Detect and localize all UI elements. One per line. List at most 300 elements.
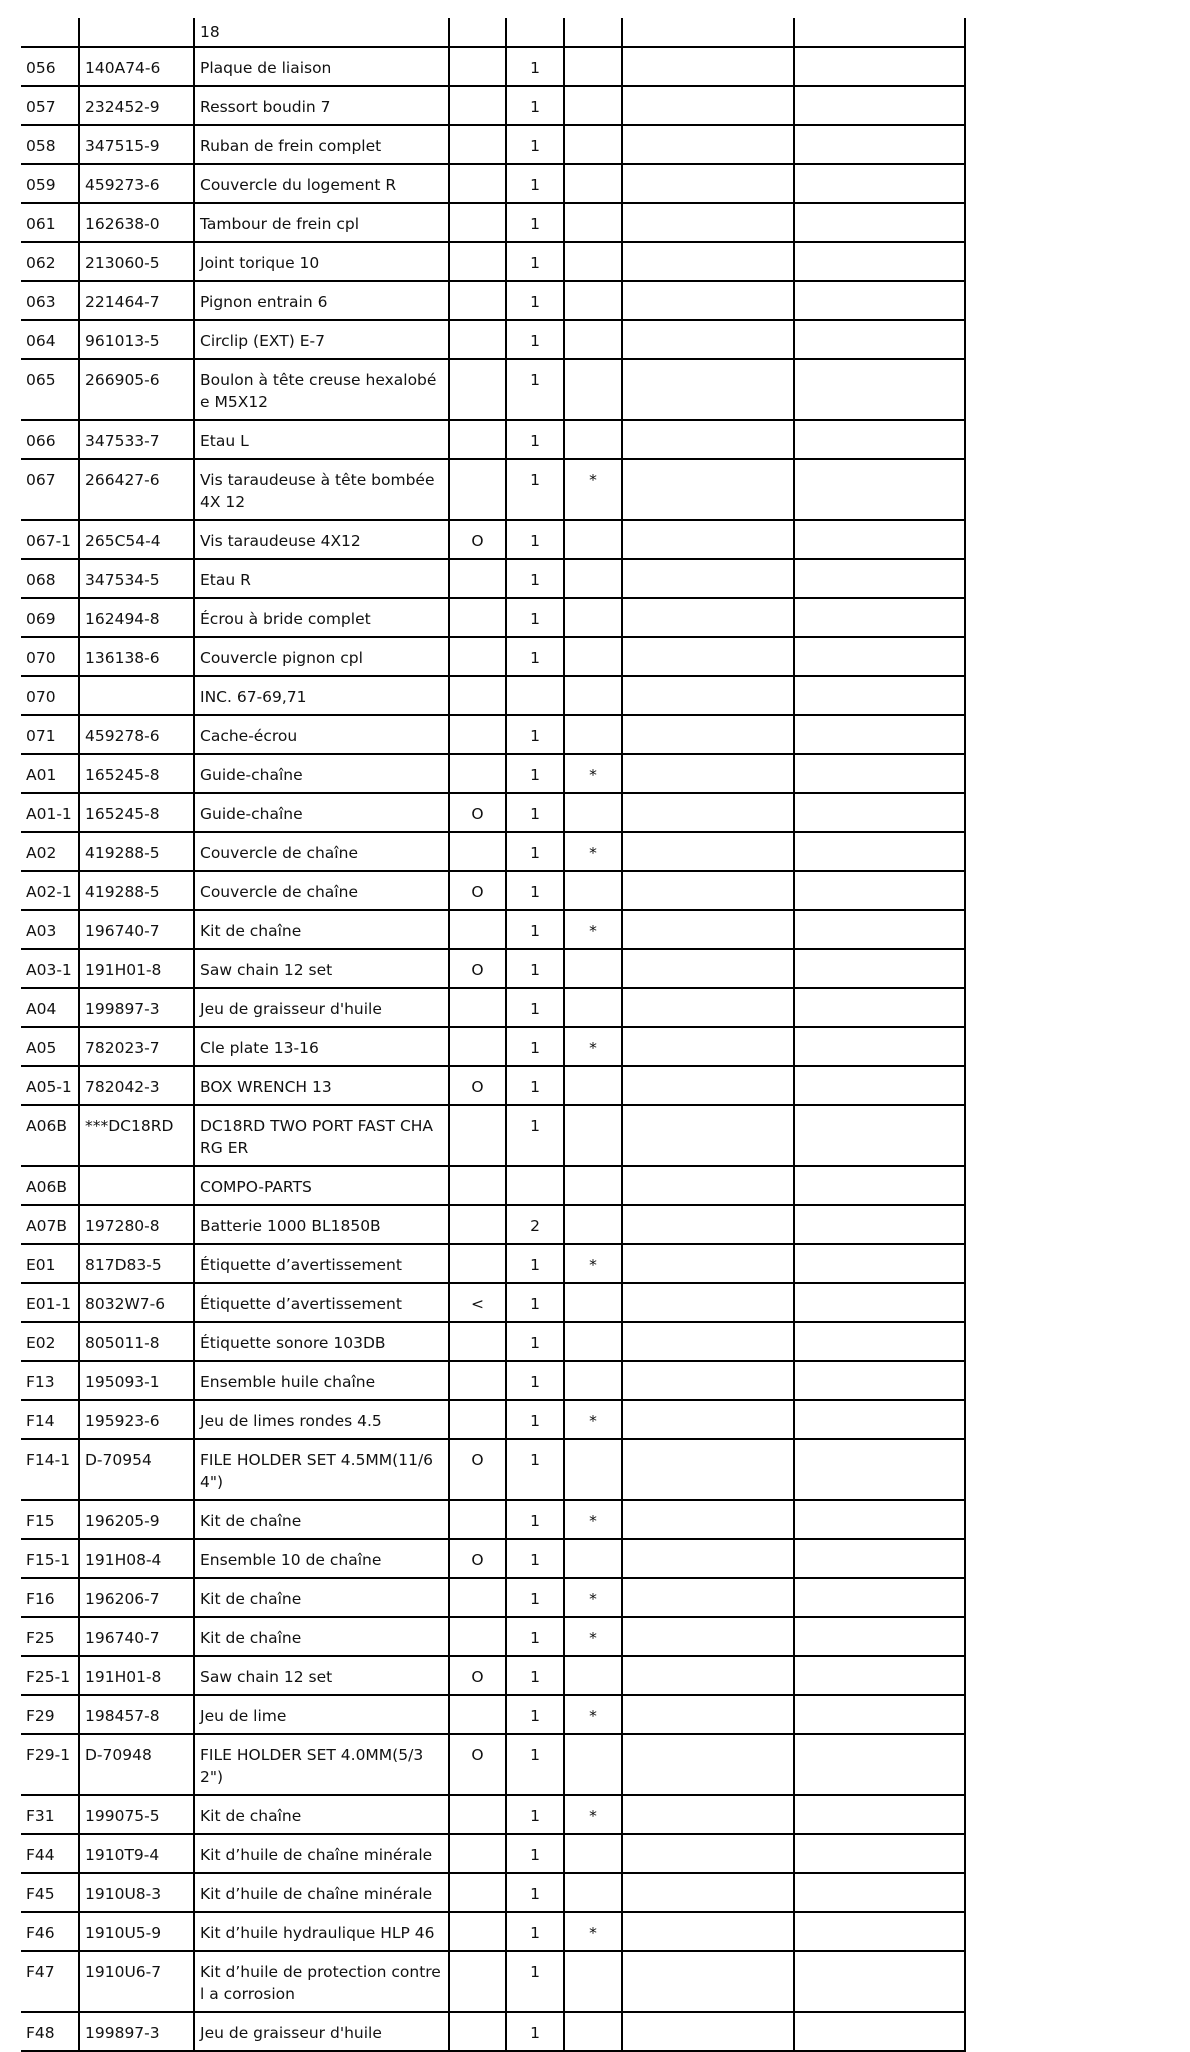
description-cell: Couvercle du logement R: [194, 164, 449, 203]
empty-cell: [794, 1244, 965, 1283]
description-cell: FILE HOLDER SET 4.5MM(11/64"): [194, 1439, 449, 1500]
part-number-cell: 232452-9: [79, 86, 194, 125]
table-row: [21, 910, 965, 949]
item-number-cell: F45: [21, 1873, 79, 1912]
part-number-cell: 191H01-8: [79, 1656, 194, 1695]
empty-cell: [794, 1166, 965, 1205]
empty-cell: [622, 203, 794, 242]
option-flag-cell: [449, 559, 506, 598]
quantity-cell: 1: [506, 1951, 564, 2012]
note-mark-cell: [564, 1439, 622, 1500]
item-number-cell: F15: [21, 1500, 79, 1539]
empty-cell: [794, 1873, 965, 1912]
item-number-cell: A05-1: [21, 1066, 79, 1105]
description-cell: Kit de chaîne: [194, 910, 449, 949]
option-flag-cell: O: [449, 949, 506, 988]
part-number-cell: 8032W7-6: [79, 1283, 194, 1322]
empty-cell: [622, 598, 794, 637]
description-cell: Ressort boudin 7: [194, 86, 449, 125]
table-row: [21, 1166, 965, 1205]
option-flag-cell: [449, 1244, 506, 1283]
option-flag-cell: O: [449, 1656, 506, 1695]
empty-cell: [794, 988, 965, 1027]
empty-cell: [794, 1400, 965, 1439]
table-row: [21, 754, 965, 793]
option-flag-cell: [449, 1166, 506, 1205]
item-number-cell: E02: [21, 1322, 79, 1361]
option-flag-cell: [449, 1500, 506, 1539]
empty-cell: [622, 1400, 794, 1439]
note-mark-cell: *: [564, 754, 622, 793]
item-number-cell: 067: [21, 459, 79, 520]
option-flag-cell: O: [449, 520, 506, 559]
description-cell: Kit d’huile de chaîne minérale: [194, 1834, 449, 1873]
empty-cell: [622, 949, 794, 988]
item-number-cell: F14-1: [21, 1439, 79, 1500]
note-mark-cell: *: [564, 459, 622, 520]
description-cell: Couvercle pignon cpl: [194, 637, 449, 676]
table-row: [21, 86, 965, 125]
table-row: [21, 1951, 965, 2012]
item-number-cell: E01-1: [21, 1283, 79, 1322]
item-number-cell: A05: [21, 1027, 79, 1066]
table-row: [21, 637, 965, 676]
option-flag-cell: O: [449, 1539, 506, 1578]
option-flag-cell: <: [449, 1283, 506, 1322]
empty-cell: [794, 1439, 965, 1500]
empty-cell: [622, 1283, 794, 1322]
quantity-cell: 1: [506, 988, 564, 1027]
item-number-cell: 056: [21, 47, 79, 86]
quantity-cell: 1: [506, 1578, 564, 1617]
empty-cell: [794, 420, 965, 459]
item-number-cell: F48: [21, 2012, 79, 2051]
table-row: [21, 1322, 965, 1361]
empty-cell: [794, 1539, 965, 1578]
empty-cell: [622, 420, 794, 459]
empty-cell: [622, 359, 794, 420]
note-mark-cell: [564, 86, 622, 125]
note-mark-cell: [564, 1539, 622, 1578]
note-mark-cell: [564, 1951, 622, 2012]
quantity-cell: 1: [506, 1027, 564, 1066]
item-number-cell: F14: [21, 1400, 79, 1439]
quantity-cell: 1: [506, 1400, 564, 1439]
description-cell: Vis taraudeuse à tête bombée 4X 12: [194, 459, 449, 520]
item-number-cell: F44: [21, 1834, 79, 1873]
quantity-cell: 1: [506, 1734, 564, 1795]
note-mark-cell: [564, 871, 622, 910]
description-cell: Ruban de frein complet: [194, 125, 449, 164]
option-flag-cell: [449, 281, 506, 320]
quantity-cell: 1: [506, 125, 564, 164]
empty-cell: [794, 637, 965, 676]
quantity-cell: 1: [506, 1834, 564, 1873]
empty-cell: [622, 1244, 794, 1283]
note-mark-cell: [564, 1361, 622, 1400]
option-flag-cell: [449, 1578, 506, 1617]
option-flag-cell: [449, 1617, 506, 1656]
empty-cell: [622, 1834, 794, 1873]
table-row: [21, 715, 965, 754]
part-number-cell: 199897-3: [79, 988, 194, 1027]
empty-cell: [794, 1734, 965, 1795]
empty-cell: [794, 1205, 965, 1244]
empty-cell: [794, 164, 965, 203]
description-cell: Kit de chaîne: [194, 1500, 449, 1539]
option-flag-cell: [449, 598, 506, 637]
part-number-cell: 198457-8: [79, 1695, 194, 1734]
description-cell: Étiquette sonore 103DB: [194, 1322, 449, 1361]
empty-cell: [622, 1873, 794, 1912]
option-flag-cell: [449, 637, 506, 676]
part-number-cell: 805011-8: [79, 1322, 194, 1361]
note-mark-cell: [564, 676, 622, 715]
table-row: [21, 1500, 965, 1539]
table-row: [21, 125, 965, 164]
part-number-cell: 199897-3: [79, 2012, 194, 2051]
part-number-cell: 1910U8-3: [79, 1873, 194, 1912]
empty-cell: [622, 164, 794, 203]
description-cell: Boulon à tête creuse hexalobée M5X12: [194, 359, 449, 420]
description-cell: Kit de chaîne: [194, 1795, 449, 1834]
option-flag-cell: [449, 832, 506, 871]
empty-cell: [794, 1834, 965, 1873]
part-number-cell: 1910U5-9: [79, 1912, 194, 1951]
table-row: [21, 359, 965, 420]
quantity-cell: 1: [506, 1322, 564, 1361]
note-mark-cell: [564, 18, 622, 47]
part-number-cell: 197280-8: [79, 1205, 194, 1244]
item-number-cell: 062: [21, 242, 79, 281]
item-number-cell: A02-1: [21, 871, 79, 910]
empty-cell: [622, 793, 794, 832]
item-number-cell: 063: [21, 281, 79, 320]
option-flag-cell: [449, 18, 506, 47]
part-number-cell: 195923-6: [79, 1400, 194, 1439]
item-number-cell: A01-1: [21, 793, 79, 832]
note-mark-cell: [564, 1734, 622, 1795]
part-number-cell: 265C54-4: [79, 520, 194, 559]
option-flag-cell: [449, 1834, 506, 1873]
note-mark-cell: [564, 359, 622, 420]
table-row: [21, 1873, 965, 1912]
description-cell: Kit d’huile hydraulique HLP 46: [194, 1912, 449, 1951]
empty-cell: [622, 459, 794, 520]
quantity-cell: 1: [506, 203, 564, 242]
empty-cell: [622, 1578, 794, 1617]
part-number-cell: 140A74-6: [79, 47, 194, 86]
option-flag-cell: [449, 1105, 506, 1166]
option-flag-cell: [449, 1695, 506, 1734]
note-mark-cell: [564, 598, 622, 637]
quantity-cell: 1: [506, 86, 564, 125]
option-flag-cell: [449, 676, 506, 715]
empty-cell: [794, 715, 965, 754]
option-flag-cell: [449, 1912, 506, 1951]
empty-cell: [794, 871, 965, 910]
note-mark-cell: [564, 164, 622, 203]
description-cell: 18: [194, 18, 449, 47]
quantity-cell: 1: [506, 1244, 564, 1283]
empty-cell: [794, 1656, 965, 1695]
item-number-cell: A06B: [21, 1166, 79, 1205]
item-number-cell: 070: [21, 676, 79, 715]
note-mark-cell: [564, 1656, 622, 1695]
empty-cell: [622, 1539, 794, 1578]
part-number-cell: D-70954: [79, 1439, 194, 1500]
note-mark-cell: [564, 1873, 622, 1912]
description-cell: Couvercle de chaîne: [194, 871, 449, 910]
description-cell: Cache-écrou: [194, 715, 449, 754]
option-flag-cell: [449, 715, 506, 754]
note-mark-cell: [564, 1283, 622, 1322]
item-number-cell: A02: [21, 832, 79, 871]
empty-cell: [794, 281, 965, 320]
description-cell: BOX WRENCH 13: [194, 1066, 449, 1105]
description-cell: Pignon entrain 6: [194, 281, 449, 320]
option-flag-cell: [449, 1873, 506, 1912]
item-number-cell: 058: [21, 125, 79, 164]
part-number-cell: 419288-5: [79, 832, 194, 871]
empty-cell: [622, 832, 794, 871]
table-row: [21, 1205, 965, 1244]
empty-cell: [622, 125, 794, 164]
quantity-cell: 1: [506, 281, 564, 320]
quantity-cell: 1: [506, 1539, 564, 1578]
description-cell: Tambour de frein cpl: [194, 203, 449, 242]
empty-cell: [794, 1283, 965, 1322]
empty-cell: [622, 910, 794, 949]
option-flag-cell: [449, 47, 506, 86]
note-mark-cell: *: [564, 1500, 622, 1539]
note-mark-cell: [564, 793, 622, 832]
note-mark-cell: [564, 242, 622, 281]
empty-cell: [622, 47, 794, 86]
part-number-cell: ***DC18RD: [79, 1105, 194, 1166]
table-row: [21, 559, 965, 598]
item-number-cell: A03-1: [21, 949, 79, 988]
quantity-cell: 1: [506, 520, 564, 559]
note-mark-cell: *: [564, 1695, 622, 1734]
table-row: [21, 1795, 965, 1834]
option-flag-cell: [449, 320, 506, 359]
quantity-cell: 1: [506, 598, 564, 637]
table-row: [21, 281, 965, 320]
item-number-cell: 065: [21, 359, 79, 420]
part-number-cell: 266427-6: [79, 459, 194, 520]
quantity-cell: 1: [506, 910, 564, 949]
part-number-cell: 782023-7: [79, 1027, 194, 1066]
option-flag-cell: [449, 420, 506, 459]
part-number-cell: 347515-9: [79, 125, 194, 164]
part-number-cell: 817D83-5: [79, 1244, 194, 1283]
description-cell: Kit d’huile de protection contre l a corrosion: [194, 1951, 449, 2012]
empty-cell: [622, 754, 794, 793]
table-row: [21, 1695, 965, 1734]
part-number-cell: [79, 1166, 194, 1205]
item-number-cell: F29-1: [21, 1734, 79, 1795]
table-row: [21, 164, 965, 203]
item-number-cell: F29: [21, 1695, 79, 1734]
quantity-cell: 1: [506, 1361, 564, 1400]
note-mark-cell: *: [564, 1244, 622, 1283]
part-number-cell: 459273-6: [79, 164, 194, 203]
description-cell: Jeu de lime: [194, 1695, 449, 1734]
empty-cell: [794, 86, 965, 125]
table-row: [21, 1361, 965, 1400]
description-cell: FILE HOLDER SET 4.0MM(5/32"): [194, 1734, 449, 1795]
part-number-cell: 266905-6: [79, 359, 194, 420]
description-cell: Saw chain 12 set: [194, 1656, 449, 1695]
empty-cell: [622, 520, 794, 559]
part-number-cell: 195093-1: [79, 1361, 194, 1400]
empty-cell: [794, 203, 965, 242]
option-flag-cell: [449, 1400, 506, 1439]
table-row: [21, 988, 965, 1027]
empty-cell: [622, 676, 794, 715]
part-number-cell: 782042-3: [79, 1066, 194, 1105]
item-number-cell: F15-1: [21, 1539, 79, 1578]
quantity-cell: 1: [506, 754, 564, 793]
quantity-cell: 1: [506, 1500, 564, 1539]
empty-cell: [794, 1066, 965, 1105]
item-number-cell: F47: [21, 1951, 79, 2012]
table-row: [21, 1539, 965, 1578]
empty-cell: [794, 754, 965, 793]
table-row: [21, 1656, 965, 1695]
description-cell: Ensemble huile chaîne: [194, 1361, 449, 1400]
description-cell: Batterie 1000 BL1850B: [194, 1205, 449, 1244]
empty-cell: [622, 1617, 794, 1656]
empty-cell: [622, 1322, 794, 1361]
quantity-cell: 1: [506, 320, 564, 359]
table-row: [21, 1439, 965, 1500]
quantity-cell: 1: [506, 1283, 564, 1322]
empty-cell: [622, 1500, 794, 1539]
note-mark-cell: [564, 320, 622, 359]
note-mark-cell: [564, 420, 622, 459]
option-flag-cell: [449, 203, 506, 242]
quantity-cell: 1: [506, 242, 564, 281]
note-mark-cell: [564, 1166, 622, 1205]
note-mark-cell: *: [564, 832, 622, 871]
quantity-cell: 1: [506, 559, 564, 598]
item-number-cell: 070: [21, 637, 79, 676]
table-row: [21, 832, 965, 871]
empty-cell: [794, 910, 965, 949]
option-flag-cell: [449, 1361, 506, 1400]
quantity-cell: 1: [506, 459, 564, 520]
note-mark-cell: [564, 988, 622, 1027]
quantity-cell: [506, 1166, 564, 1205]
description-cell: Circlip (EXT) E-7: [194, 320, 449, 359]
part-number-cell: 136138-6: [79, 637, 194, 676]
empty-cell: [794, 125, 965, 164]
empty-cell: [794, 1912, 965, 1951]
description-cell: Guide-chaîne: [194, 793, 449, 832]
empty-cell: [622, 988, 794, 1027]
part-number-cell: 196740-7: [79, 1617, 194, 1656]
table-row: [21, 793, 965, 832]
description-cell: Étiquette d’avertissement: [194, 1283, 449, 1322]
table-row: [21, 1283, 965, 1322]
empty-cell: [794, 559, 965, 598]
description-cell: Cle plate 13-16: [194, 1027, 449, 1066]
description-cell: Jeu de limes rondes 4.5: [194, 1400, 449, 1439]
description-cell: Kit d’huile de chaîne minérale: [194, 1873, 449, 1912]
note-mark-cell: *: [564, 1027, 622, 1066]
empty-cell: [622, 1205, 794, 1244]
note-mark-cell: *: [564, 910, 622, 949]
note-mark-cell: [564, 520, 622, 559]
option-flag-cell: O: [449, 1734, 506, 1795]
empty-cell: [794, 459, 965, 520]
part-number-cell: 459278-6: [79, 715, 194, 754]
empty-cell: [794, 1617, 965, 1656]
quantity-cell: 1: [506, 1695, 564, 1734]
empty-cell: [622, 1439, 794, 1500]
item-number-cell: F13: [21, 1361, 79, 1400]
item-number-cell: A07B: [21, 1205, 79, 1244]
table-row: [21, 1912, 965, 1951]
item-number-cell: 061: [21, 203, 79, 242]
table-row: [21, 18, 965, 47]
part-number-cell: 1910T9-4: [79, 1834, 194, 1873]
option-flag-cell: O: [449, 1439, 506, 1500]
quantity-cell: 1: [506, 359, 564, 420]
table-row: [21, 1105, 965, 1166]
part-number-cell: 162638-0: [79, 203, 194, 242]
description-cell: Saw chain 12 set: [194, 949, 449, 988]
table-row: [21, 242, 965, 281]
option-flag-cell: [449, 359, 506, 420]
parts-rows: [21, 18, 965, 2051]
part-number-cell: 191H01-8: [79, 949, 194, 988]
empty-cell: [794, 359, 965, 420]
item-number-cell: 066: [21, 420, 79, 459]
option-flag-cell: O: [449, 793, 506, 832]
empty-cell: [794, 1361, 965, 1400]
table-row: [21, 420, 965, 459]
table-row: [21, 949, 965, 988]
part-number-cell: 196740-7: [79, 910, 194, 949]
description-cell: Guide-chaîne: [194, 754, 449, 793]
item-number-cell: 071: [21, 715, 79, 754]
quantity-cell: 1: [506, 47, 564, 86]
item-number-cell: 069: [21, 598, 79, 637]
quantity-cell: 1: [506, 1656, 564, 1695]
description-cell: Plaque de liaison: [194, 47, 449, 86]
option-flag-cell: O: [449, 871, 506, 910]
option-flag-cell: [449, 2012, 506, 2051]
quantity-cell: 1: [506, 164, 564, 203]
note-mark-cell: [564, 47, 622, 86]
quantity-cell: 1: [506, 715, 564, 754]
empty-cell: [794, 1105, 965, 1166]
quantity-cell: [506, 676, 564, 715]
empty-cell: [622, 1066, 794, 1105]
option-flag-cell: [449, 164, 506, 203]
quantity-cell: 1: [506, 1439, 564, 1500]
table-row: [21, 1834, 965, 1873]
table-row: [21, 598, 965, 637]
item-number-cell: F25: [21, 1617, 79, 1656]
option-flag-cell: [449, 988, 506, 1027]
table-row: [21, 1400, 965, 1439]
item-number-cell: E01: [21, 1244, 79, 1283]
table-row: [21, 320, 965, 359]
